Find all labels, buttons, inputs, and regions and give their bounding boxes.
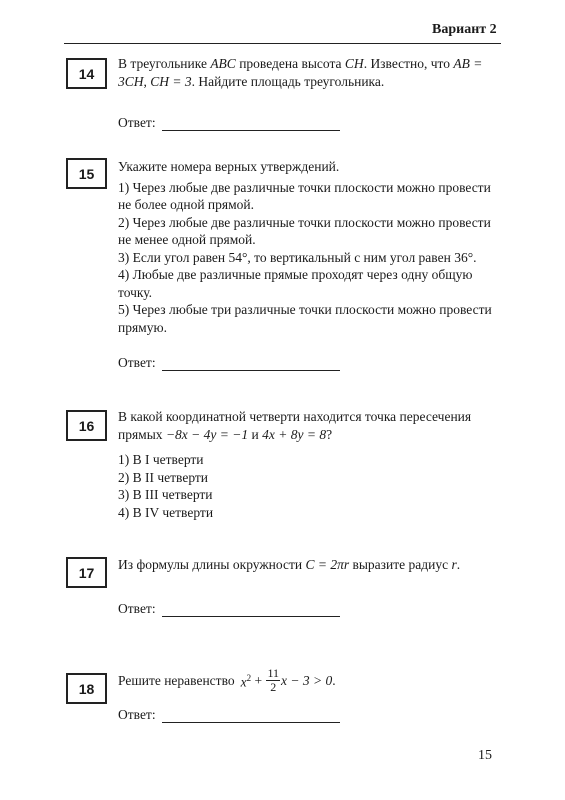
- option: 1) В I четверти: [118, 452, 204, 467]
- header-rule: [64, 43, 501, 44]
- text-part: В какой координатной четверти находится точка пересечения прямых: [118, 409, 472, 442]
- plus-sign: +: [251, 672, 266, 688]
- answer-label: Ответ:: [118, 355, 156, 370]
- text-part: Решите неравенство: [118, 672, 235, 688]
- option: 2) Через любые две различные точки плоскости можно провести не менее одной прямой.: [118, 214, 491, 247]
- answer-row: [118, 115, 340, 131]
- equation: 4x + 8y = 8: [262, 426, 327, 442]
- inequality-tail: x − 3 > 0: [281, 672, 333, 688]
- answer-row: [118, 355, 340, 371]
- condition: CH = 3: [150, 73, 192, 89]
- question: Укажите номера верных утверждений.: [118, 159, 340, 174]
- text-part: . Известно, что: [363, 56, 454, 71]
- options-list: [118, 179, 502, 337]
- answer-line[interactable]: [162, 116, 340, 131]
- answer-row: [118, 707, 340, 723]
- variable: r: [451, 557, 457, 572]
- fraction-denominator: 2: [270, 680, 277, 694]
- option: 4) Любые две различные прямые проходят через одну общую точку.: [118, 267, 473, 300]
- exponent: 2: [246, 673, 252, 683]
- options-list: [118, 451, 502, 521]
- text-part: ?: [326, 426, 333, 442]
- option: 4) В IV четверти: [118, 504, 214, 520]
- option: 2) В II четверти: [118, 469, 209, 485]
- task-number-box: 16: [66, 410, 107, 441]
- option: 1) Через любые две различные точки плоскости можно провести не более одной прямой.: [118, 179, 491, 212]
- task-text: [118, 55, 502, 90]
- separator: ,: [143, 73, 151, 89]
- fraction: [266, 667, 280, 694]
- answer-label: Ответ:: [118, 707, 156, 722]
- task-number-box: 14: [66, 58, 107, 89]
- task-text: [118, 667, 502, 694]
- answer-label: Ответ:: [118, 601, 156, 616]
- text-part: В треугольнике: [118, 56, 211, 71]
- condition: AB = 3CH: [118, 56, 483, 89]
- period: .: [332, 672, 336, 688]
- task-number-box: 15: [66, 158, 107, 189]
- answer-line[interactable]: [162, 602, 340, 617]
- answer-line[interactable]: [162, 356, 340, 371]
- task-text: [118, 408, 502, 521]
- formula: C = 2πr: [305, 557, 350, 572]
- triangle-name: ABC: [210, 56, 236, 71]
- height-name: CH: [344, 56, 364, 71]
- equation: −8x − 4y = −1: [165, 426, 249, 442]
- option: 3) Если угол равен 54°, то вертикальный с ним угол равен 36°.: [118, 249, 477, 265]
- answer-line[interactable]: [162, 708, 340, 723]
- page-number: 15: [478, 748, 492, 763]
- text-part: проведена высота: [235, 56, 345, 71]
- text-part: и: [248, 426, 263, 442]
- header-variant: Вариант 2: [432, 22, 497, 37]
- option: 3) В III четверти: [118, 487, 213, 502]
- task-text: [118, 556, 502, 574]
- text-part: Из формулы длины окружности: [118, 557, 306, 572]
- option: 5) Через любые три различные точки плоскости можно провести прямую.: [118, 302, 492, 335]
- answer-row: [118, 601, 340, 617]
- task-number-box: 17: [66, 557, 107, 588]
- fraction-numerator: 11: [267, 666, 280, 680]
- task-text: [118, 158, 502, 336]
- variable: x: [240, 674, 247, 690]
- answer-label: Ответ:: [118, 115, 156, 130]
- task-number-box: 18: [66, 673, 107, 704]
- text-part: .: [456, 557, 461, 572]
- text-part: выразите радиус: [349, 557, 452, 572]
- text-part: . Найдите площадь треугольника.: [191, 73, 385, 89]
